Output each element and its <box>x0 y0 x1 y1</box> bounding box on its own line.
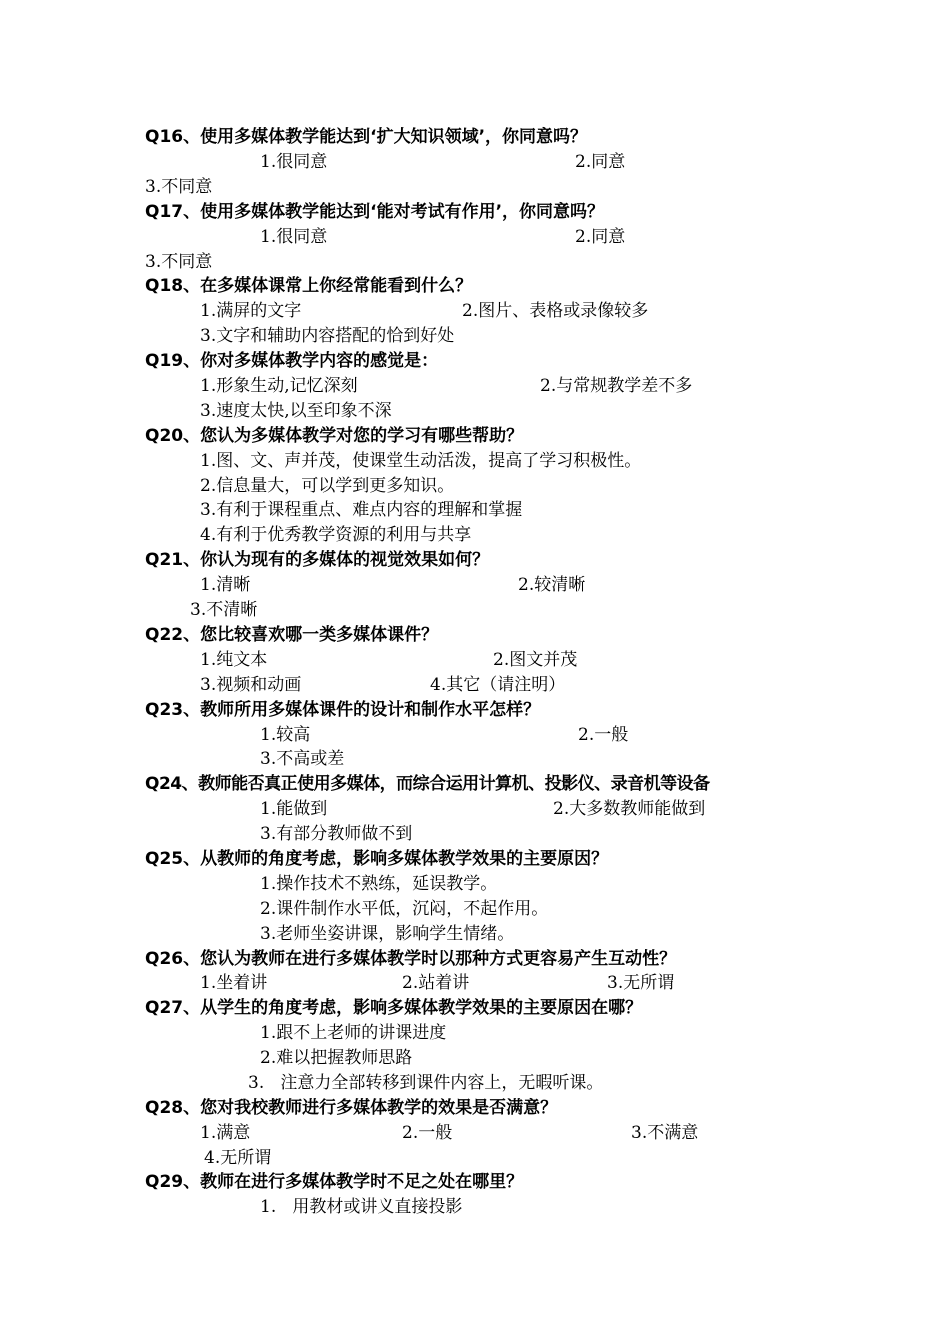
answer-option: 1.操作技术不熟练，延误教学。 <box>260 874 498 894</box>
answer-option: 2.一般 <box>578 725 629 745</box>
answer-option: 1.纯文本 <box>200 650 268 670</box>
answer-option: 2.信息量大，可以学到更多知识。 <box>200 476 455 496</box>
answer-option: 1.能做到 <box>260 799 328 819</box>
answer-option: 1.图、文、声并茂，使课堂生动活泼，提高了学习积极性。 <box>200 451 642 471</box>
question-title: Q28、您对我校教师进行多媒体教学的效果是否满意？ <box>145 1098 558 1118</box>
answer-option: 3.不同意 <box>145 252 213 272</box>
answer-option: 1.满屏的文字 <box>200 301 302 321</box>
answer-option: 2.同意 <box>575 152 626 172</box>
question-title: Q17、使用多媒体教学能达到‘能对考试有作用’，你同意吗？ <box>145 202 605 222</box>
answer-option: 3.老师坐姿讲课，影响学生情绪。 <box>260 924 515 944</box>
answer-option: 2.与常规教学差不多 <box>540 376 693 396</box>
answer-option: 3.文字和辅助内容搭配的恰到好处 <box>200 326 455 346</box>
answer-option: 2.站着讲 <box>402 973 470 993</box>
question-title: Q22、您比较喜欢哪一类多媒体课件？ <box>145 625 439 645</box>
answer-option: 4.无所谓 <box>204 1148 272 1168</box>
question-title: Q16、使用多媒体教学能达到‘扩大知识领域’，你同意吗？ <box>145 127 588 147</box>
answer-option: 2.图文并茂 <box>493 650 578 670</box>
question-title: Q18、在多媒体课常上你经常能看到什么？ <box>145 276 473 296</box>
answer-option: 3.无所谓 <box>607 973 675 993</box>
answer-option: 2.一般 <box>402 1123 453 1143</box>
answer-option: 3.速度太快,以至印象不深 <box>200 401 392 421</box>
question-title: Q24、教师能否真正使用多媒体，而综合运用计算机、投影仪、录音机等设备 <box>145 774 710 794</box>
question-title: Q26、您认为教师在进行多媒体教学时以那种方式更容易产生互动性？ <box>145 949 677 969</box>
answer-option: 1.坐着讲 <box>200 973 268 993</box>
answer-option: 3.有部分教师做不到 <box>260 824 413 844</box>
answer-option: 3.不高或差 <box>260 749 345 769</box>
question-title: Q23、教师所用多媒体课件的设计和制作水平怎样？ <box>145 700 541 720</box>
question-title: Q21、你认为现有的多媒体的视觉效果如何？ <box>145 550 490 570</box>
answer-option: 3.不满意 <box>631 1123 699 1143</box>
answer-option: 2.难以把握教师思路 <box>260 1048 413 1068</box>
answer-option: 2.较清晰 <box>518 575 586 595</box>
question-title: Q29、教师在进行多媒体教学时不足之处在哪里？ <box>145 1172 524 1192</box>
answer-option: 1.很同意 <box>260 152 328 172</box>
answer-option: 1.形象生动,记忆深刻 <box>200 376 358 396</box>
answer-option: 1.满意 <box>200 1123 251 1143</box>
answer-option: 3. 注意力全部转移到课件内容上，无暇听课。 <box>248 1073 604 1093</box>
answer-option: 3.不同意 <box>145 177 213 197</box>
question-title: Q27、从学生的角度考虑，影响多媒体教学效果的主要原因在哪？ <box>145 998 643 1018</box>
question-title: Q20、您认为多媒体教学对您的学习有哪些帮助？ <box>145 426 524 446</box>
answer-option: 4.其它（请注明） <box>430 675 566 695</box>
answer-option: 3.视频和动画 <box>200 675 302 695</box>
answer-option: 3.有利于课程重点、难点内容的理解和掌握 <box>200 500 523 520</box>
question-title: Q19、你对多媒体教学内容的感觉是： <box>145 351 439 371</box>
answer-option: 1.跟不上老师的讲课进度 <box>260 1023 447 1043</box>
answer-option: 2.课件制作水平低，沉闷，不起作用。 <box>260 899 549 919</box>
answer-option: 2.图片、表格或录像较多 <box>462 301 649 321</box>
question-title: Q25、从教师的角度考虑，影响多媒体教学效果的主要原因？ <box>145 849 609 869</box>
answer-option: 4.有利于优秀教学资源的利用与共享 <box>200 525 472 545</box>
answer-option: 1.很同意 <box>260 227 328 247</box>
answer-option: 1.较高 <box>260 725 311 745</box>
answer-option: 1.清晰 <box>200 575 251 595</box>
answer-option: 1. 用教材或讲义直接投影 <box>260 1197 463 1217</box>
answer-option: 3.不清晰 <box>190 600 258 620</box>
answer-option: 2.大多数教师能做到 <box>553 799 706 819</box>
answer-option: 2.同意 <box>575 227 626 247</box>
